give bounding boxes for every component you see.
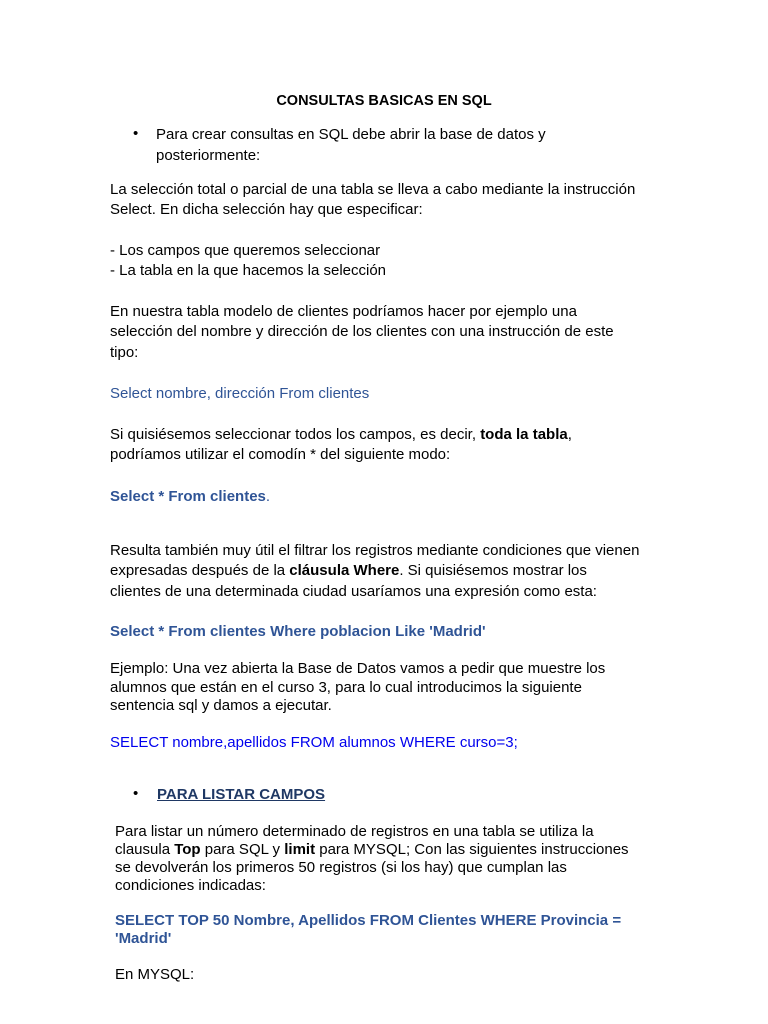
paragraph-example-line-2: alumnos que están en el curso 3, para lo cual introducimos la siguiente: [110, 679, 582, 696]
paragraph-model-line-1: En nuestra tabla modelo de clientes podríamos hacer por ejemplo una: [110, 303, 577, 320]
paragraph-top-line-2: clausula Top para SQL y limit para MYSQL; Con las siguientes instrucciones: [115, 841, 629, 858]
paragraph-where-line-1: Resulta también muy útil el filtrar los registros mediante condiciones que vienen: [110, 542, 640, 559]
intro-bullet-line-2: posteriormente:: [156, 147, 261, 164]
paragraph-top-line-3: se devolverán los primeros 50 registros (si los hay) que cumplan las: [115, 859, 567, 876]
paragraph-wildcard-line-2: podríamos utilizar el comodín * del siguiente modo:: [110, 446, 451, 463]
bullet-icon: •: [133, 785, 139, 802]
sql-example-top-50-line-1: SELECT TOP 50 Nombre, Apellidos FROM Clientes WHERE Provincia =: [115, 912, 622, 929]
paragraph-top-line-4: condiciones indicadas:: [115, 877, 266, 894]
paragraph-top-line-1: Para listar un número determinado de registros en una tabla se utiliza la: [115, 823, 594, 840]
list-item-tabla: - La tabla en la que hacemos la selección: [110, 262, 387, 279]
section-heading-listar-campos[interactable]: PARA LISTAR CAMPOS: [157, 786, 326, 803]
document-title: CONSULTAS BASICAS EN SQL: [276, 93, 492, 109]
paragraph-example-line-1: Ejemplo: Una vez abierta la Base de Datos vamos a pedir que muestre los: [110, 660, 606, 677]
paragraph-selection-line-2: Select. En dicha selección hay que especificar:: [110, 201, 423, 218]
paragraph-where-line-2: expresadas después de la cláusula Where. Si quisiésemos mostrar los: [110, 562, 587, 579]
sql-example-alumnos: SELECT nombre,apellidos FROM alumnos WHERE curso=3;: [110, 734, 518, 751]
paragraph-example-line-3: sentencia sql y damos a ejecutar.: [110, 697, 332, 714]
paragraph-wildcard-line-1: Si quisiésemos seleccionar todos los campos, es decir, toda la tabla,: [110, 426, 572, 443]
paragraph-where-line-3: clientes de una determinada ciudad usaríamos una expresión como esta:: [110, 583, 597, 600]
sql-example-top-50-line-2: 'Madrid': [115, 930, 172, 947]
sql-example-where-like: Select * From clientes Where poblacion Like 'Madrid': [110, 623, 486, 640]
list-item-campos: - Los campos que queremos seleccionar: [110, 242, 381, 259]
paragraph-model-line-3: tipo:: [110, 344, 139, 361]
paragraph-mysql: En MYSQL:: [115, 966, 195, 983]
intro-bullet-line-1: Para crear consultas en SQL debe abrir la base de datos y: [156, 126, 546, 143]
paragraph-selection-line-1: La selección total o parcial de una tabla se lleva a cabo mediante la instrucción: [110, 181, 636, 198]
bullet-icon: •: [133, 125, 139, 142]
sql-example-select-all: Select * From clientes.: [110, 488, 271, 505]
paragraph-model-line-2: selección del nombre y dirección de los clientes con una instrucción de este: [110, 323, 614, 340]
sql-example-select-nombre: Select nombre, dirección From clientes: [110, 385, 370, 402]
